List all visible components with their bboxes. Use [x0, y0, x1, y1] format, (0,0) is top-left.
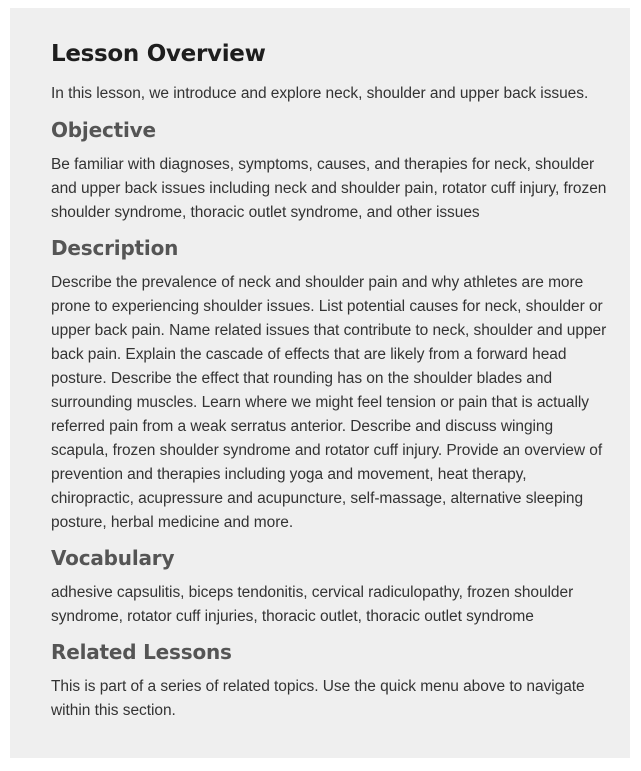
- lesson-intro: In this lesson, we introduce and explore neck, shoulder and upper back issues.: [51, 85, 589, 102]
- objective-heading: Objective: [51, 118, 156, 142]
- vocabulary-heading: Vocabulary: [51, 546, 175, 570]
- related-lessons-text: This is part of a series of related topics. Use the quick menu above to navigate within this section.: [51, 678, 585, 719]
- description-heading: Description: [51, 236, 179, 260]
- lesson-overview-panel: [10, 8, 630, 758]
- vocabulary-text: adhesive capsulitis, biceps tendonitis, cervical radiculopathy, frozen shoulder syndrome, rotator cuff injuries, thoracic outlet, thoracic outlet syndrome: [51, 584, 574, 625]
- description-text: Describe the prevalence of neck and shoulder pain and why athletes are more prone to experiencing shoulder issues. List potential causes for neck, shoulder or upper back pain. Name related issues that contribute to neck, shoulder and upper back pain. Explain the cascade of effects that are likely from a forward head posture. Describe the effect that rounding has on the shoulder blades and surrounding muscles. Learn where we might feel tension or pain that is actually referred pain from a weak serratus anterior. Describe and discuss winging scapula, frozen shoulder syndrome and rotator cuff injury. Provide an overview of prevention and therapies including yoga and movement, heat therapy, chiropractic, acupressure and acupuncture, self-massage, alternative sleeping posture, herbal medicine and more.: [51, 274, 607, 531]
- objective-text: Be familiar with diagnoses, symptoms, causes, and therapies for neck, shoulder and upper back issues including neck and shoulder pain, rotator cuff injury, frozen shoulder syndrome, thoracic outlet syndrome, and other issues: [51, 156, 607, 221]
- related-lessons-heading: Related Lessons: [51, 640, 232, 664]
- page-title: Lesson Overview: [51, 41, 266, 67]
